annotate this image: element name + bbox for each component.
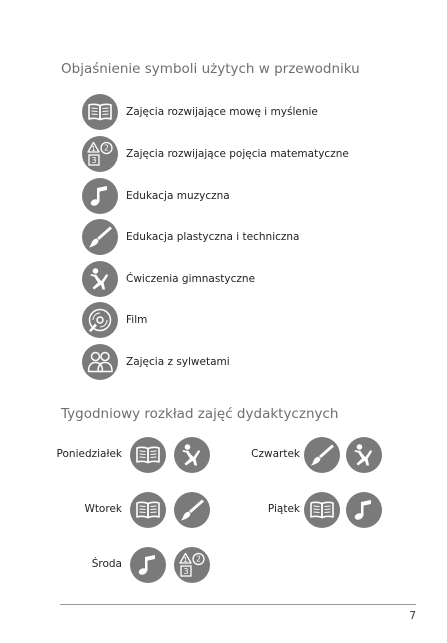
schedule-title: Tygodniowy rozkład zajęć dydaktycznych (61, 406, 339, 422)
day-wednesday: Środa (91, 558, 122, 570)
paintbrush-icon (82, 219, 118, 255)
legend-item-label: Zajęcia rozwijające pojęcia matematyczne (126, 148, 349, 160)
music-note-icon (346, 492, 382, 528)
paintbrush-icon (304, 437, 340, 473)
legend-item-label: Zajęcia rozwijające mowę i myślenie (126, 106, 318, 118)
legend-item-speech (82, 94, 318, 130)
book-icon (130, 437, 166, 473)
paintbrush-icon (174, 492, 210, 528)
gymnast-icon (346, 437, 382, 473)
legend-item-math (82, 136, 349, 172)
film-disc-icon (82, 302, 118, 338)
footer-rule (60, 604, 416, 605)
page-number: 7 (409, 610, 416, 622)
legend-item-film (82, 302, 147, 338)
math-icon (82, 136, 118, 172)
legend-item-gym (82, 261, 255, 297)
book-icon (130, 492, 166, 528)
music-note-icon (130, 547, 166, 583)
music-note-icon (82, 178, 118, 214)
day-monday: Poniedziałek (56, 448, 122, 460)
legend-item-label: Edukacja plastyczna i techniczna (126, 231, 300, 243)
legend-item-label: Ćwiczenia gimnastyczne (126, 273, 256, 285)
gymnast-icon (174, 437, 210, 473)
legend-item-silhouettes (82, 344, 230, 380)
legend-item-label: Zajęcia z sylwetami (126, 356, 230, 368)
gymnast-icon (82, 261, 118, 297)
legend-item-label: Edukacja muzyczna (126, 190, 230, 202)
legend-item-label: Film (126, 314, 148, 326)
math-icon (174, 547, 210, 583)
silhouettes-icon (82, 344, 118, 380)
legend-item-art (82, 219, 299, 255)
legend-item-music (82, 178, 230, 214)
book-icon (82, 94, 118, 130)
day-tuesday: Wtorek (84, 503, 122, 515)
day-thursday: Czwartek (251, 448, 300, 460)
book-icon (304, 492, 340, 528)
day-friday: Piątek (267, 503, 300, 515)
legend-title: Objaśnienie symboli użytych w przewodniku (61, 61, 360, 77)
